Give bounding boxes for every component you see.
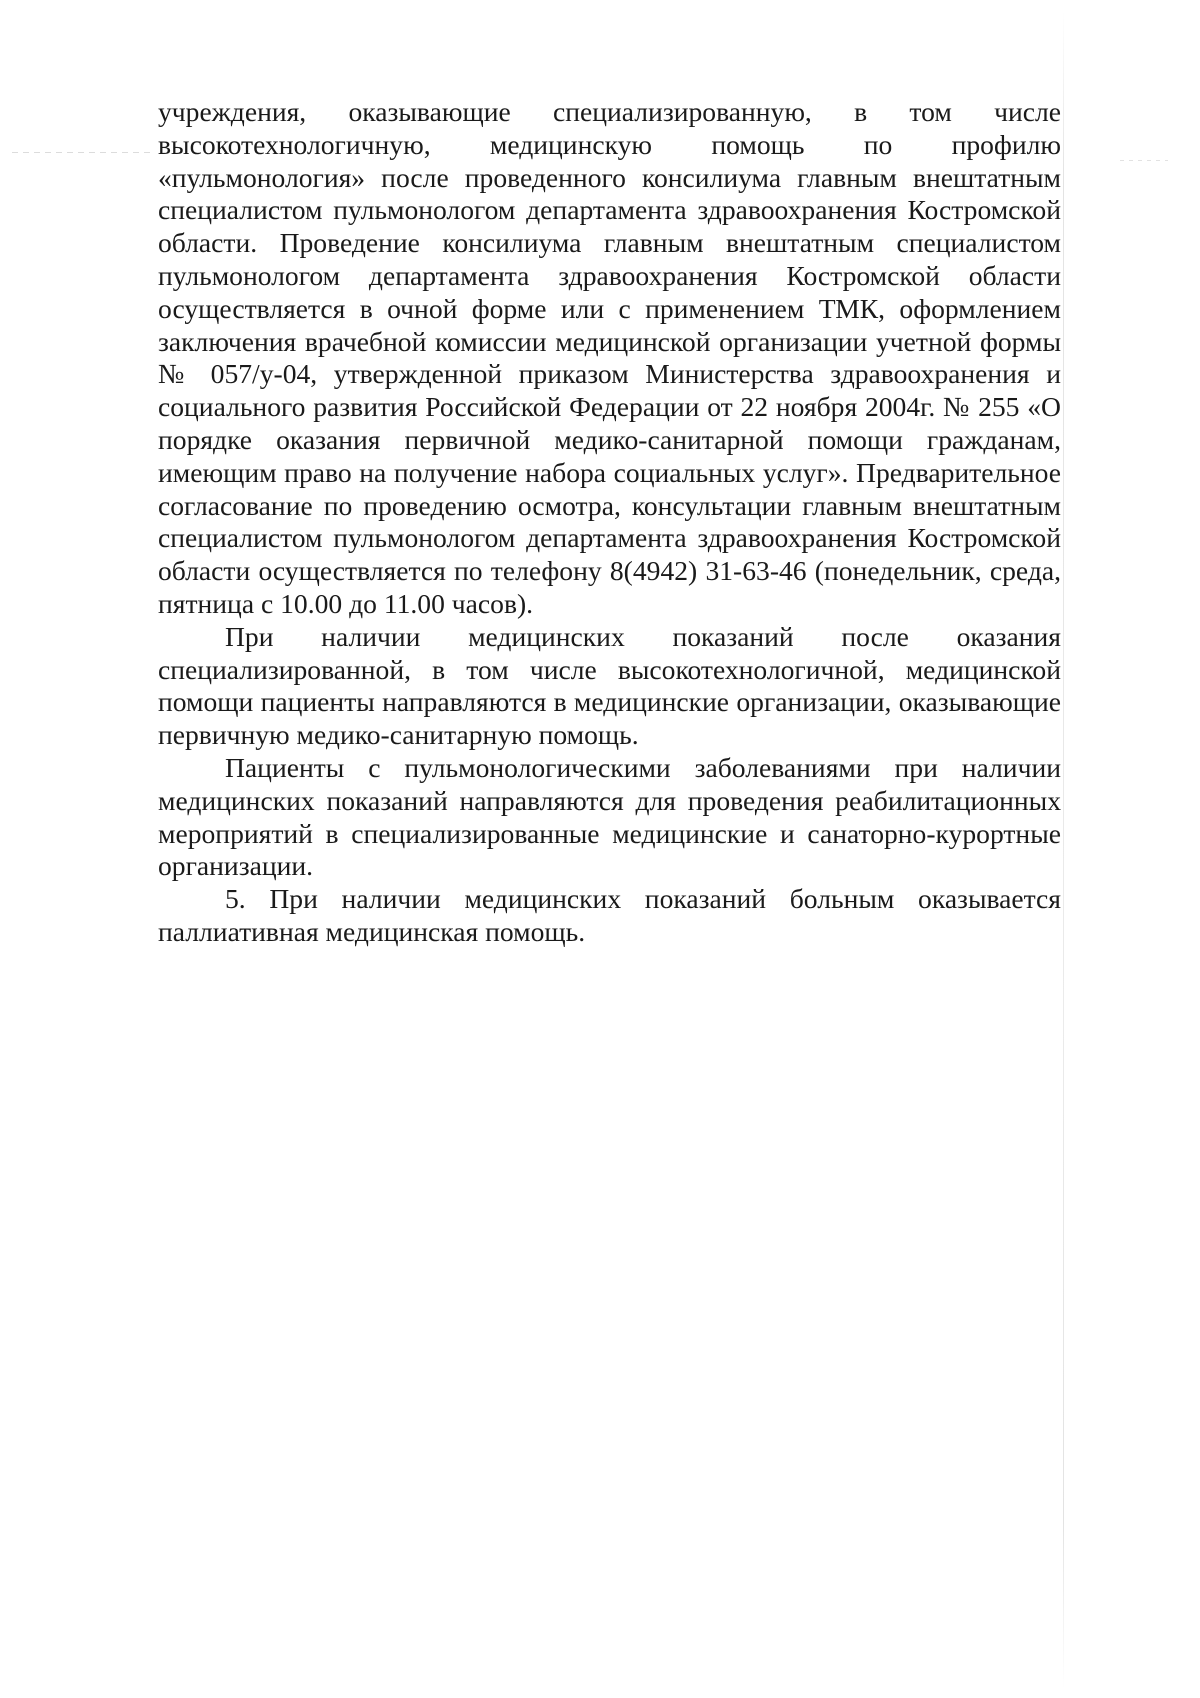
scan-edge-line — [1063, 10, 1064, 1690]
paragraph-rehabilitation: Пациенты с пульмонологическими заболеваниями при наличии медицинских показаний направляются для проведения реабилитационных мероприятий в специализированные медицинские и санаторно-курортные организации. — [158, 751, 1061, 882]
paragraph-continuation: учреждения, оказывающие специализированную, в том числе высокотехнологичную, медицинскую помощь по профилю «пульмонология» после проведенного консилиума главным внештатным специалистом пульмонологом департамента здравоохранения Костромской области. Проведение консилиума главным внештатным специалистом пульмонологом департамента здравоохранения Костромской области осуществляется в очной форме или с применением ТМК, оформлением заключения врачебной комиссии медицинской организации учетной формы № 057/у-04, утвержденной приказом Министерства здравоохранения и социального развития Российской Федерации от 22 ноября 2004г. № 255 «О порядке оказания первичной медико-санитарной помощи гражданам, имеющим право на получение набора социальных услуг». Предварительное согласование по проведению осмотра, консультации главным внештатным специалистом пульмонологом департамента здравоохранения Костромской области осуществляется по телефону 8(4942) 31-63-46 (понедельник, среда, пятница с 10.00 до 11.00 часов). — [158, 96, 1061, 619]
document-body — [158, 96, 1061, 949]
paragraph-palliative-care: 5. При наличии медицинских показаний больным оказывается паллиативная медицинская помощь. — [158, 883, 1061, 947]
scan-artifact-left — [12, 152, 152, 153]
paragraph-after-care: При наличии медицинских показаний после оказания специализированной, в том числе высокотехнологичной, медицинской помощи пациенты направляются в медицинские организации, оказывающие первичную медико-санитарную помощь. — [158, 620, 1061, 751]
scan-artifact-right — [1120, 160, 1168, 161]
